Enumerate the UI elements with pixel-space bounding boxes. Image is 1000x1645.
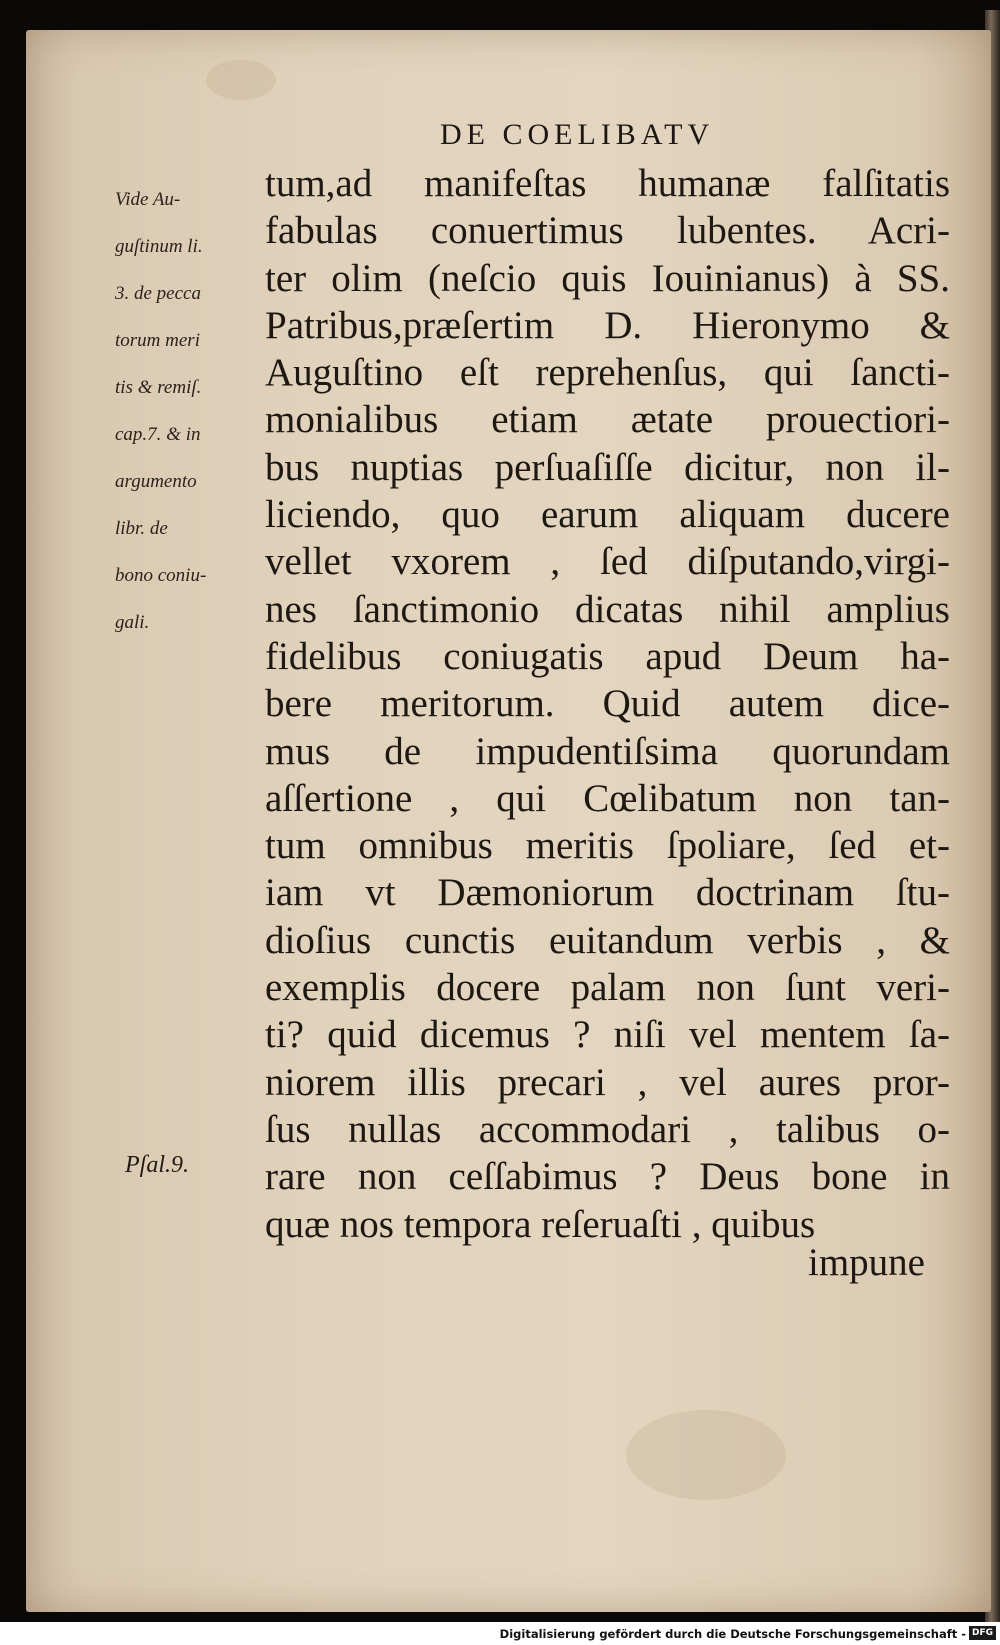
text-line: aſſertione , qui Cœlibatum non tan- <box>265 776 950 820</box>
text-line: Patribus,præſertim D. Hieronymo & <box>265 303 950 347</box>
text-line: bere meritorum. Quid autem dice- <box>265 682 950 726</box>
text-line: rare non ceſſabimus ? Deus bone in <box>265 1155 950 1199</box>
margin-note-line: bono coniu- <box>115 565 207 586</box>
text-line: fabulas conuertimus lubentes. Acri- <box>265 209 950 253</box>
text-line: bus nuptias perſuaſiſſe dicitur, non il- <box>265 445 950 489</box>
margin-note-line: gali. <box>115 612 150 633</box>
text-line: ſus nullas accommodari , talibus o- <box>265 1107 950 1151</box>
margin-note-line: torum meri <box>115 330 200 351</box>
text-line: Auguſtino eſt reprehenſus, qui ſancti- <box>265 351 950 395</box>
text-line: vellet vxorem , ſed diſputando,virgi- <box>265 540 950 584</box>
text-line: ter olim (neſcio quis Iouinianus) à SS. <box>265 256 950 300</box>
text-line: tum omnibus meritis ſpoliare, ſed et- <box>265 824 950 868</box>
margin-note-line: cap.7. & in <box>115 424 201 445</box>
running-head: DE COELIBATV <box>440 118 715 151</box>
margin-note-line: guſtinum li. <box>115 236 203 257</box>
margin-note-line: argumento <box>115 471 197 492</box>
text-line: tum,ad manifeſtas humanæ falſitatis <box>265 162 950 205</box>
text-line: exemplis docere palam non ſunt veri- <box>265 966 950 1010</box>
text-line: monialibus etiam ætate prouectiori- <box>265 398 950 442</box>
margin-note-line: libr. de <box>115 518 168 539</box>
page-stain <box>206 60 276 100</box>
page-stain <box>626 1410 786 1500</box>
funding-credit: Digitalisierung gefördert durch die Deutsche Forschungsgemeinschaft - <box>499 1627 966 1641</box>
margin-note-line: tis & remiſ. <box>115 377 202 398</box>
margin-note <box>115 176 265 646</box>
text-line: iam vt Dæmoniorum doctrinam ſtu- <box>265 871 950 915</box>
body-text <box>265 160 950 1248</box>
text-line: ti? quid dicemus ? niſi vel mentem ſa- <box>265 1013 950 1057</box>
text-line: niorem illis precari , vel aures pror- <box>265 1060 950 1104</box>
text-line: fidelibus coniugatis apud Deum ha- <box>265 634 950 678</box>
margin-note-psalm: Pſal.9. <box>125 1152 189 1178</box>
text-line: mus de impudentiſsima quorundam <box>265 729 950 773</box>
text-line: dioſius cunctis euitandum verbis , & <box>265 918 950 962</box>
text-line: quæ nos tempora reſeruaſti , quibus <box>265 1202 816 1246</box>
margin-note-line: Vide Au- <box>115 189 181 210</box>
text-line: nes ſanctimonio dicatas nihil amplius <box>265 587 950 631</box>
catchword: impune <box>808 1241 925 1284</box>
margin-note-line: 3. de pecca <box>115 283 201 304</box>
text-line: liciendo, quo earum aliquam ducere <box>265 493 950 537</box>
dfg-logo: DFG <box>969 1626 996 1640</box>
